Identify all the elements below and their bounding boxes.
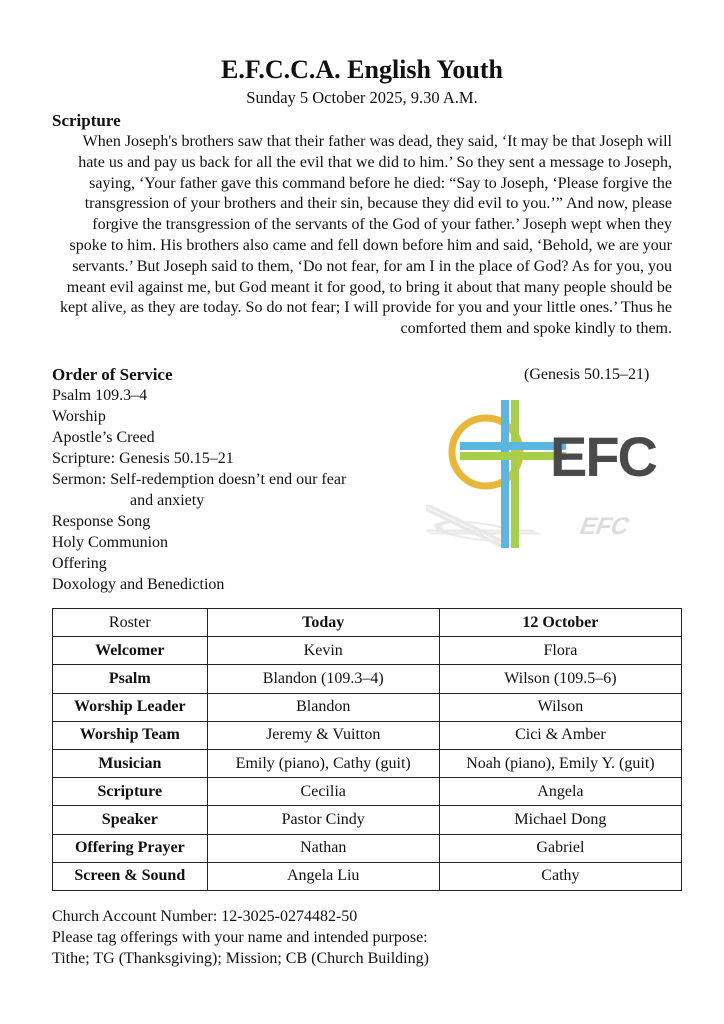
logo-reflection-text: EFC bbox=[575, 513, 634, 540]
offering-instructions: Please tag offerings with your name and intended purpose: bbox=[52, 929, 428, 946]
scripture-heading: Scripture bbox=[52, 111, 121, 130]
roster-today: Jeremy & Vuitton bbox=[207, 721, 439, 749]
roster-role: Musician bbox=[53, 749, 208, 777]
roster-header-row bbox=[53, 609, 682, 637]
roster-today: Blandon (109.3–4) bbox=[207, 665, 439, 693]
scripture-text: When Joseph's brothers saw that their father was dead, they said, ‘It may be that Joseph will hate us and pay us back for all the evil that we did to him.’ So they sent a message to Joseph, saying, ‘Your father gave this command before he died: “Say to Joseph, ‘Please forgive the transgression of your brothers and their sin, because they did evil to you.’” And now, please forgive the transgression of the servants of the God of your father.’ Joseph wept when they spoke to him. His brothers also came and fell down before him and said, ‘Behold, we are your servants.’ But Joseph said to them, ‘Do not fear, for am I in the place of God? As for you, you meant evil against me, but God meant it for good, to bring it about that many people should be kept alive, as they are today. So do not fear; I will provide for you and your little ones.’ Thus he comforted them and spoke kindly to them. bbox=[60, 133, 672, 338]
service-item: Psalm 109.3–4 bbox=[52, 387, 148, 404]
roster-next: Noah (piano), Emily Y. (guit) bbox=[439, 749, 681, 777]
offering-categories: Tithe; TG (Thanksgiving); Mission; CB (Church Building) bbox=[52, 950, 429, 967]
account-number: Church Account Number: 12-3025-0274482-50 bbox=[52, 908, 358, 925]
roster-role: Screen & Sound bbox=[53, 862, 208, 890]
roster-today: Cecilia bbox=[207, 778, 439, 806]
table-row bbox=[53, 749, 682, 777]
logo-cross-vertical-blue bbox=[501, 400, 509, 548]
table-row bbox=[53, 778, 682, 806]
roster-col-header: Roster bbox=[53, 609, 208, 637]
sermon-title-line1: Sermon: Self-redemption doesn’t end our fear bbox=[52, 471, 347, 488]
roster-next: Wilson (109.5–6) bbox=[439, 665, 681, 693]
roster-role: Offering Prayer bbox=[53, 834, 208, 862]
service-item: Offering bbox=[52, 555, 107, 572]
roster-next: Gabriel bbox=[439, 834, 681, 862]
service-item: Doxology and Benediction bbox=[52, 576, 225, 593]
roster-next: Flora bbox=[439, 637, 681, 665]
roster-col-header: 12 October bbox=[439, 609, 681, 637]
roster-next: Wilson bbox=[439, 693, 681, 721]
sermon-title-line2: and anxiety bbox=[130, 492, 205, 509]
table-row bbox=[53, 862, 682, 890]
roster-role: Welcomer bbox=[53, 637, 208, 665]
roster-today: Blandon bbox=[207, 693, 439, 721]
logo-cross-vertical-green bbox=[511, 400, 519, 548]
roster-today: Kevin bbox=[207, 637, 439, 665]
table-row bbox=[53, 834, 682, 862]
roster-role: Psalm bbox=[53, 665, 208, 693]
roster-role: Worship Team bbox=[53, 721, 208, 749]
service-item: Holy Communion bbox=[52, 534, 169, 551]
roster-today: Pastor Cindy bbox=[207, 806, 439, 834]
order-of-service-heading: Order of Service bbox=[52, 365, 173, 384]
roster-col-header: Today bbox=[207, 609, 439, 637]
service-item: Worship bbox=[52, 408, 106, 425]
table-row bbox=[53, 665, 682, 693]
roster-next: Cathy bbox=[439, 862, 681, 890]
roster-role: Worship Leader bbox=[53, 693, 208, 721]
roster-next: Cici & Amber bbox=[439, 721, 681, 749]
logo-text: EFC bbox=[550, 425, 656, 488]
table-row bbox=[53, 806, 682, 834]
roster-next: Angela bbox=[439, 778, 681, 806]
roster-table bbox=[52, 608, 682, 891]
service-item: Scripture: Genesis 50.15–21 bbox=[52, 450, 234, 467]
service-item: Response Song bbox=[52, 513, 151, 530]
roster-today: Angela Liu bbox=[207, 862, 439, 890]
service-item-sermon bbox=[52, 469, 346, 511]
page-title: E.F.C.C.A. English Youth bbox=[220, 55, 503, 84]
logo-reflection bbox=[426, 505, 568, 547]
order-of-service-list bbox=[52, 385, 346, 595]
service-item: Apostle’s Creed bbox=[52, 429, 155, 446]
roster-next: Michael Dong bbox=[439, 806, 681, 834]
table-row bbox=[53, 693, 682, 721]
efc-logo bbox=[426, 396, 684, 552]
table-row bbox=[53, 721, 682, 749]
table-row bbox=[53, 637, 682, 665]
roster-today: Nathan bbox=[207, 834, 439, 862]
roster-role: Speaker bbox=[53, 806, 208, 834]
scripture-reference: (Genesis 50.15–21) bbox=[524, 366, 650, 383]
footer-notes bbox=[52, 906, 429, 969]
service-date: Sunday 5 October 2025, 9.30 A.M. bbox=[246, 88, 478, 107]
roster-today: Emily (piano), Cathy (guit) bbox=[207, 749, 439, 777]
roster-role: Scripture bbox=[53, 778, 208, 806]
